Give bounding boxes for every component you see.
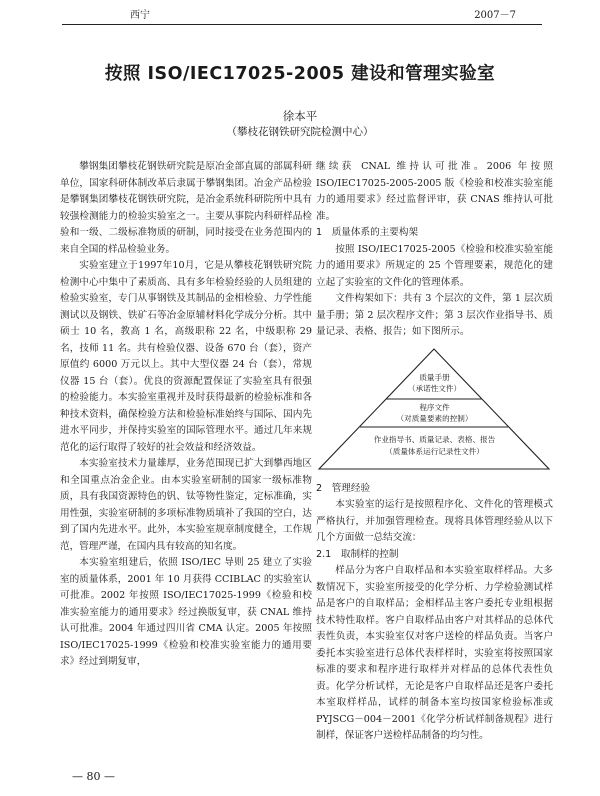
section-heading: 2 管理经验 bbox=[316, 482, 371, 494]
level1-title: 质量手册 bbox=[419, 372, 450, 382]
paragraph: 样品分为客户自取样品和本实验室取样样品。大多数情况下，实验室所接受的化学分析、力学检验测试样品是客户的自取样品；金相样品主客户委托专业组根据技术特性取样。客户自取样品由客户对其样品的总体代表性负责，本实验室仅对客户送检的样品负责。当客户委托本实验室进行总体代表样样时，实验室将按照国家标准的要求和程序进行取样并对样品的总体代表性负责。化学分析试样，无论是客户自取样品还是客户委托本室取样样品，试样的制备本室均按国家检验标准或 PYJSCG－004－2001《化学分析试样制备规程》进行制样，保证客户送检样品制备的均匀性。 bbox=[316, 565, 553, 741]
header-rule bbox=[62, 24, 542, 25]
paragraph: 文件构架如下：共有 3 个层次的文件，第 1 层次质量手册；第 2 层次程序文件；第 3 层次作业指导书、质量记录、表格、报告；如下图所示。 bbox=[316, 293, 553, 337]
running-header-left: 西宁 bbox=[130, 10, 150, 21]
article-title: 按照 ISO/IEC17025-2005 建设和管理实验室 bbox=[104, 64, 496, 84]
running-header-right: 2007－7 bbox=[474, 10, 516, 21]
level3-title: 作业指导书、质量记录、表格、报告 bbox=[373, 434, 496, 444]
left-column bbox=[60, 159, 312, 671]
section-heading: 1 质量体系的主要构架 bbox=[316, 227, 419, 238]
right-column bbox=[316, 159, 553, 745]
level3-subtitle: （质量体系运行记录性文件） bbox=[385, 446, 484, 456]
paragraph: 本实验室的运行是按照程序化、文件化的管理模式严格执行，并加强管理检查。现将具体管理经验从以下几个方面做一总结交流： bbox=[316, 499, 553, 543]
article-affiliation: （攀枝花钢铁研究院检测中心） bbox=[226, 126, 374, 138]
level2-subtitle: （对质量要素的控制） bbox=[396, 413, 473, 423]
paragraph: 本实验室技术力量雄厚，业务范围现已扩大到攀西地区和全国重点冶金企业。由本实验室研制的国家一级标准物质，具有我国资源特色的钒、钛等物性鉴定，定标准确，实用性强，实验室研制的多项标准物质填补了我国的空白，达到了国内先进水平。此外，本实验室规章制度健全，工作规范，管理严谨，在国内具有较高的知名度。 bbox=[60, 458, 312, 552]
paragraph: 实验室建立于1997年10月，它是从攀枝花钢铁研究院检测中心中集中了素质高、具有多年检验经验的人员组建的检验实验室，专门从事钢铁及其制品的金相检验、力学性能测试以及钢铁、铁矿石等冶金原辅材料化学成分分析。其中硕士 10 名，教高 1 名，高级职称 22 名，中级职称 29 名，技师 11 名。共有检验仪器、设备 670 台（套），资产原值约 6000 万元以上。其中大型仪器 24 台（套），常规仪器 15 台（套）。优良的资源配置保证了实验室具有很强的检验能力。本实验室重视并及时获得最新的检验标准和各种技术资料，确保检验方法和检验标准始终与国际、国内先进水平同步，并保持实验室的国际管理水平。通过几年来规范化的运行取得了较好的社会效益和经济效益。 bbox=[60, 260, 312, 453]
document-pyramid-figure bbox=[316, 347, 553, 473]
paragraph: 本实验室组建后，依照 ISO/IEC 导则 25 建立了实验室的质量体系，2001 年 10 月获得 CCIBLAC 的实验室认可批准。2002 年按照 ISO/IEC17025-1999《检验和校准实验室能力的通用要求》经过换版复审，获 CNAL 维持认可批准。2004 年通过四川省 CMA 认定。2005 年按照 ISO/IEC17025-1999《检验和校准实验室能力的通用要求》经过到期复审， bbox=[60, 557, 312, 667]
paragraph: 攀钢集团攀枝花钢铁研究院是原冶金部直属的部属科研单位，国家科研体制改革后隶属于攀钢集团。冶金产品检验是攀钢集团攀枝花钢铁研究院，是冶金系统科研院所中具有较强检测能力的检验实验室之一。主要从事院内科研样品检验和一级、二级标准物质的研制，同时接受在业务范围内的来自全国的样品检验业务。 bbox=[60, 161, 312, 255]
level1-subtitle: （承诺性文件） bbox=[407, 383, 462, 393]
paragraph: 按照 ISO/IEC17025-2005《检验和校准实验室能力的通用要求》所规定的 25 个管理要素，规范化的建立起了实验室的文件化的管理体系。 bbox=[316, 243, 553, 288]
running-header bbox=[62, 8, 532, 24]
page-number: — 80 — bbox=[72, 770, 115, 783]
paragraph: 继续获 CNAL 维持认可批准。2006 年按照 ISO/IEC17025-2005-2005 版《检验和校准实验室能力的通用要求》经过监督评审，获 CNAS 维持认可批准。 bbox=[316, 161, 553, 222]
level2-title: 程序文件 bbox=[419, 402, 450, 412]
article-author: 徐本平 bbox=[282, 109, 318, 123]
subsection-heading: 2.1 取制样的控制 bbox=[316, 548, 399, 560]
